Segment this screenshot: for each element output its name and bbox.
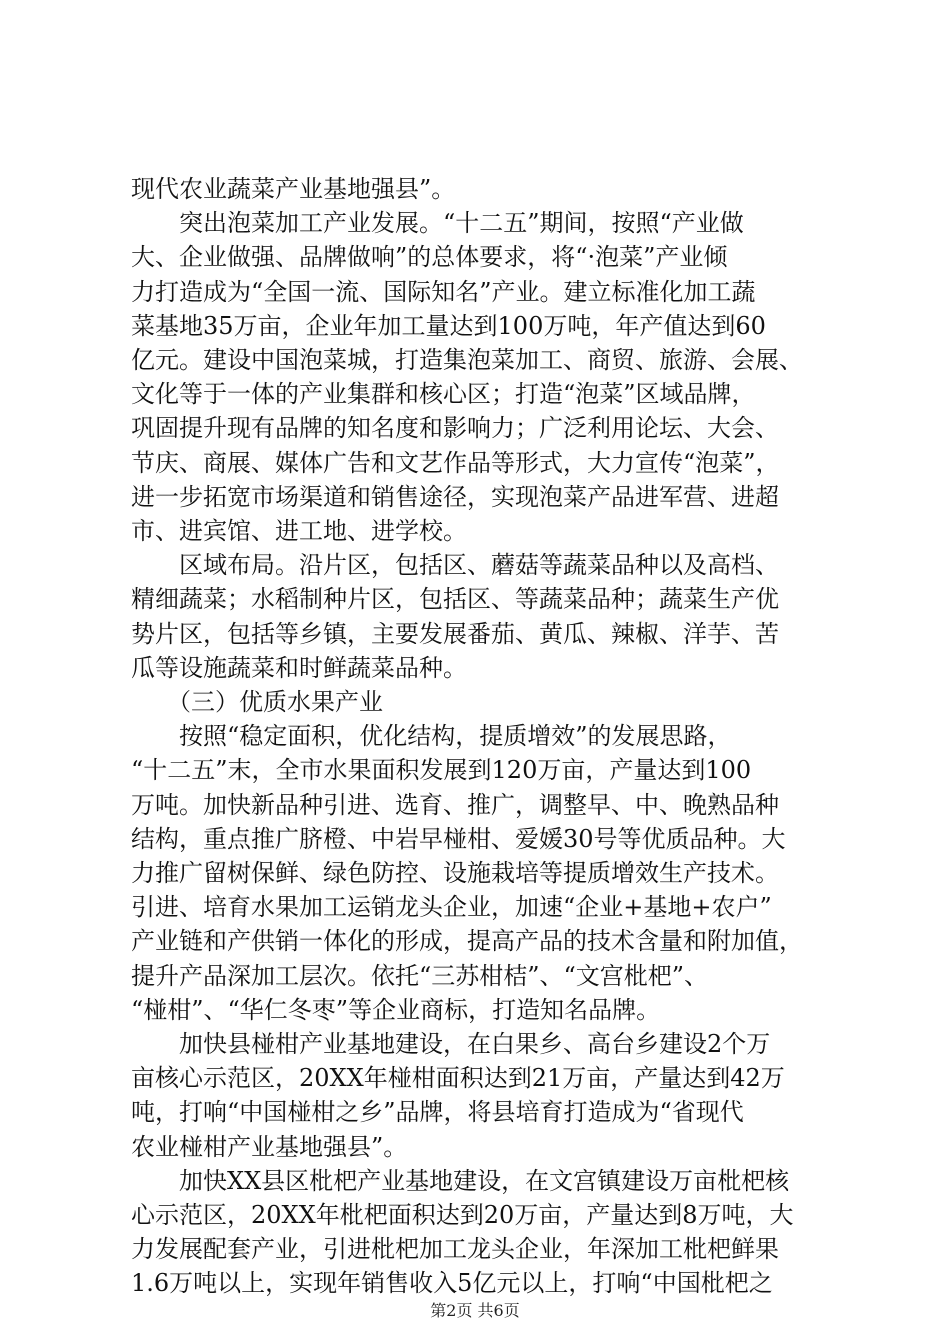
text-line: “椪柑”、“华仁冬枣”等企业商标，打造知名品牌。 bbox=[131, 996, 661, 1024]
text-line: 亿元。建设中国泡菜城，打造集泡菜加工、商贸、旅游、会展、 bbox=[131, 346, 803, 374]
text-line: 亩核心示范区，20XX年椪柑面积达到21万亩，产量达到42万 bbox=[131, 1064, 785, 1092]
text-line: 现代农业蔬菜产业基地强县”。 bbox=[131, 175, 456, 203]
text-line: 加快XX县区枇杷产业基地建设，在文宫镇建设万亩枇杷核 bbox=[131, 1167, 790, 1195]
text-line: 市、进宾馆、进工地、进学校。 bbox=[131, 517, 467, 545]
text-line: 精细蔬菜；水稻制种片区，包括区、等蔬菜品种；蔬菜生产优 bbox=[131, 585, 779, 613]
text-line: 吨，打响“中国椪柑之乡”品牌，将县培育打造成为“省现代 bbox=[131, 1098, 744, 1126]
section-heading: （三）优质水果产业 bbox=[131, 688, 383, 716]
text-line: 按照“稳定面积，优化结构，提质增效”的发展思路， bbox=[131, 722, 732, 750]
text-line: 力推广留树保鲜、绿色防控、设施栽培等提质增效生产技术。 bbox=[131, 859, 779, 887]
text-line: 势片区，包括等乡镇，主要发展番茄、黄瓜、辣椒、洋芋、苦 bbox=[131, 620, 779, 648]
text-line: 巩固提升现有品牌的知名度和影响力；广泛利用论坛、大会、 bbox=[131, 414, 779, 442]
text-line: 引进、培育水果加工运销龙头企业，加速“企业+基地+农户” bbox=[131, 893, 772, 921]
text-line: “十二五”末，全市水果面积发展到120万亩，产量达到100 bbox=[131, 756, 752, 784]
text-line: 力发展配套产业，引进枇杷加工龙头企业，年深加工枇杷鲜果 bbox=[131, 1235, 779, 1263]
text-line: 提升产品深加工层次。依托“三苏柑桔”、“文宫枇杷”、 bbox=[131, 962, 709, 990]
text-line: 大、企业做强、品牌做响”的总体要求，将“·泡菜”产业倾 bbox=[131, 243, 728, 271]
text-line: 进一步拓宽市场渠道和销售途径，实现泡菜产品进军营、进超 bbox=[131, 483, 779, 511]
text-line: 心示范区，20XX年枇杷面积达到20万亩，产量达到8万吨，大 bbox=[131, 1201, 794, 1229]
text-line: 万吨。加快新品种引进、选育、推广，调整早、中、晚熟品种 bbox=[131, 791, 779, 819]
text-line: 文化等于一体的产业集群和核心区；打造“泡菜”区域品牌， bbox=[131, 380, 756, 408]
text-line: 产业链和产供销一体化的形成，提高产品的技术含量和附加值， bbox=[131, 927, 803, 955]
text-line: 力打造成为“全国一流、国际知名”产业。建立标准化加工蔬 bbox=[131, 278, 756, 306]
text-line: 结构，重点推广脐橙、中岩早椪柑、爱媛30号等优质品种。大 bbox=[131, 825, 786, 853]
page-number: 第2页 共6页 bbox=[430, 1301, 520, 1320]
text-line: 1.6万吨以上，实现年销售收入5亿元以上，打响“中国枇杷之 bbox=[131, 1269, 773, 1297]
text-line: 突出泡菜加工产业发展。“十二五”期间，按照“产业做 bbox=[131, 209, 744, 237]
text-line: 农业椪柑产业基地强县”。 bbox=[131, 1133, 408, 1161]
text-line: 区域布局。沿片区，包括区、蘑菇等蔬菜品种以及高档、 bbox=[131, 551, 779, 579]
text-line: 节庆、商展、媒体广告和文艺作品等形式，大力宣传“泡菜”， bbox=[131, 449, 780, 477]
text-line: 加快县椪柑产业基地建设，在白果乡、高台乡建设2个万 bbox=[131, 1030, 771, 1058]
text-line: 菜基地35万亩，企业年加工量达到100万吨，年产值达到60 bbox=[131, 312, 766, 340]
text-line: 瓜等设施蔬菜和时鲜蔬菜品种。 bbox=[131, 654, 467, 682]
